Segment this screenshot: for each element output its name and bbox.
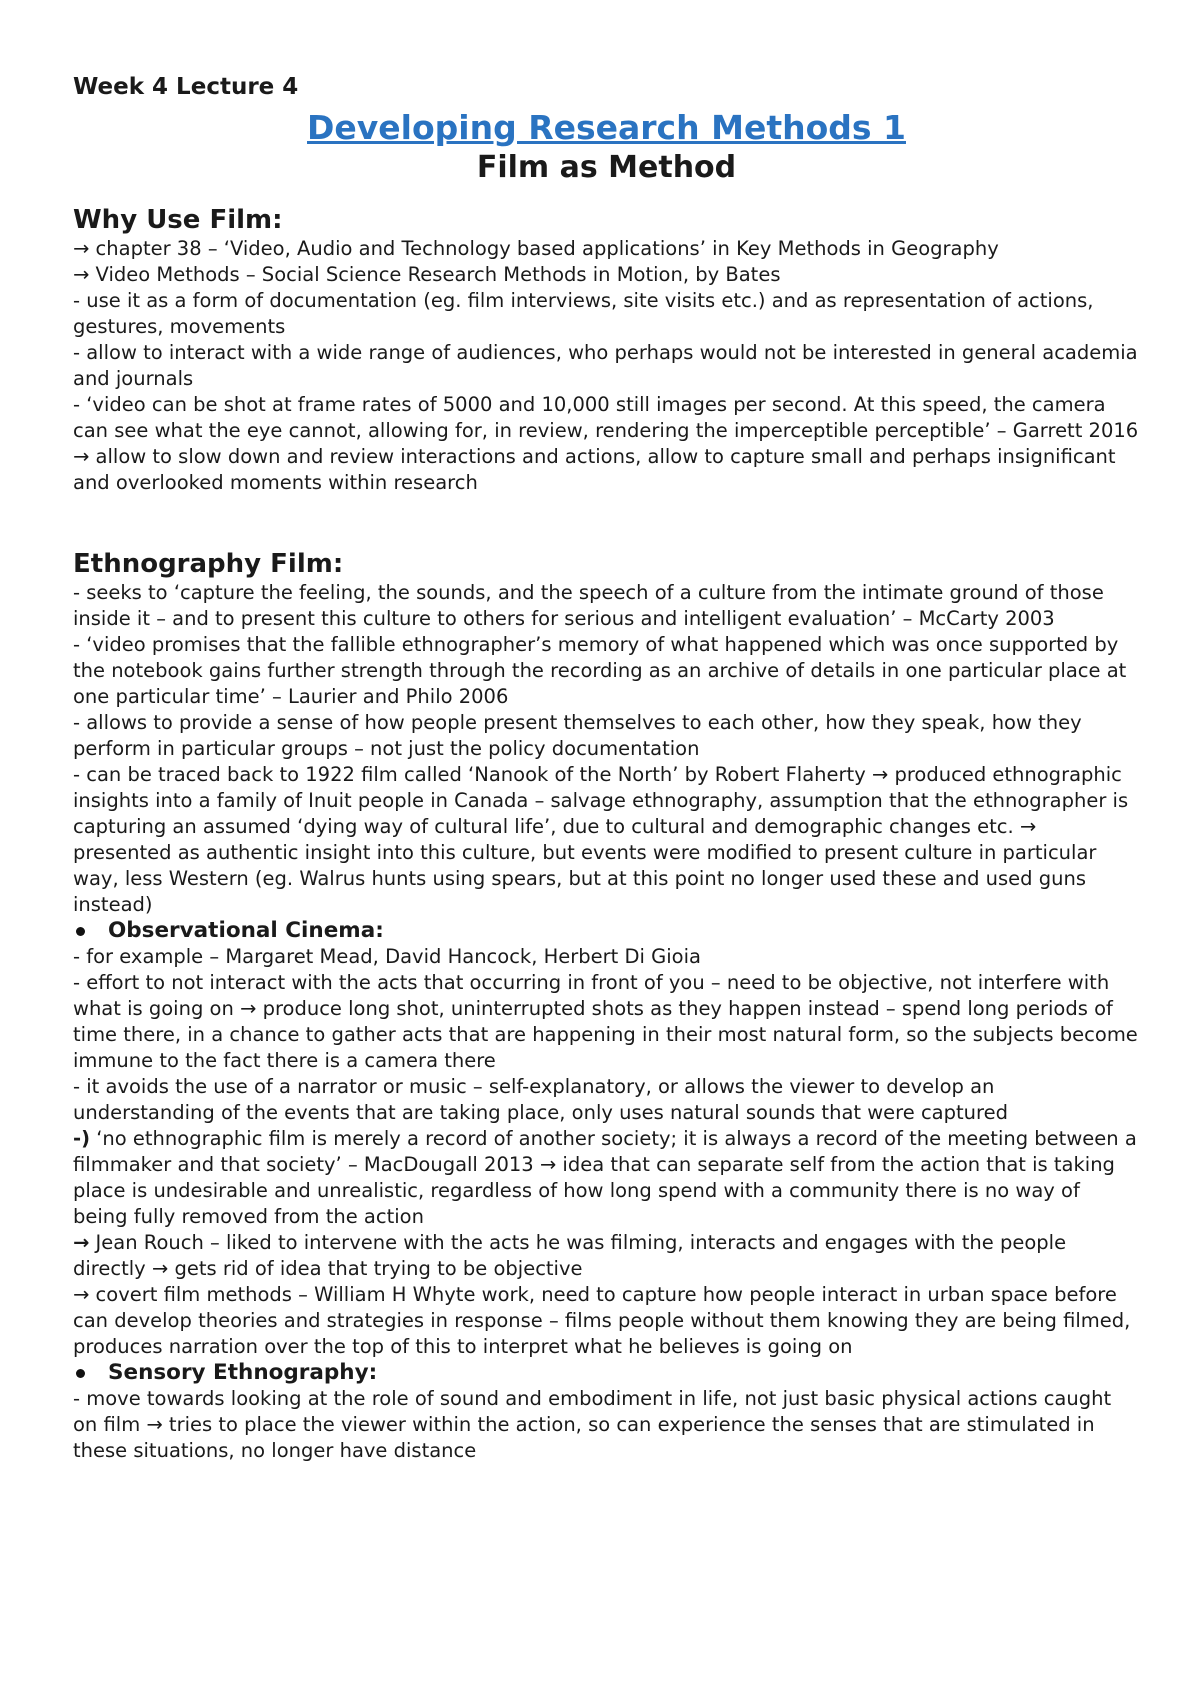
arrow-icon: → — [73, 1231, 90, 1254]
ethnography-film-heading: Ethnography Film: — [73, 549, 344, 579]
rouch-line — [73, 1230, 1140, 1282]
macdougall-line — [73, 1126, 1140, 1230]
why-line: - ‘video can be shot at frame rates of 5000 and 10,000 still images per second. At this speed, the camera can see what the eye cannot, allowing for, in review, rendering the imperceptible perceptible’ – Garrett 2016 → allow to slow down and review interactions and actions, allow to capture small and perhaps insignificant and overlooked moments within research — [73, 393, 1139, 494]
observational-line: - for example – Margaret Mead, David Hancock, Herbert Di Gioia — [73, 945, 701, 968]
why-line: - allow to interact with a wide range of audiences, who perhaps would not be interested in general academia and journals — [73, 341, 1138, 390]
bold-prefix: -) — [73, 1127, 91, 1150]
ethnography-line: - can be traced back to 1922 film called ‘Nanook of the North’ by Robert Flaherty → produced ethnographic insights into a family of Inuit people in Canada – salvage ethnography, assumption that the ethnographer is capturing an assumed ‘dying way of cultural life’, due to cultural and demographic changes etc. → presented as authentic insight into this culture, but events were modified to present culture in particular way, less Western (eg. Walrus hunts using spears, but at this point no longer used these and used guns instead) — [73, 763, 1129, 916]
bullet-icon — [76, 927, 85, 936]
week-label: Week 4 Lecture 4 — [73, 74, 299, 100]
observational-line: - effort to not interact with the acts that occurring in front of you – need to be objective, not interfere with what is going on → produce long shot, uninterrupted shots as they happen instead – spend long periods of time there, in a chance to gather acts that are happening in their most natural form, so the subjects become immune to the fact there is a camera there — [73, 971, 1138, 1072]
why-use-film-heading: Why Use Film: — [73, 205, 283, 235]
sensory-line: - move towards looking at the role of sound and embodiment in life, not just basic physical actions caught on film → tries to place the viewer within the action, so can experience the senses that are stimulated in these situations, no longer have distance — [73, 1387, 1112, 1462]
bullet-icon — [76, 1369, 85, 1378]
observational-line: - it avoids the use of a narrator or music – self-explanatory, or allows the viewer to develop an understanding of the events that are taking place, only uses natural sounds that were captured — [73, 1075, 1008, 1124]
sensory-ethnography-label: Sensory Ethnography: — [108, 1360, 378, 1385]
observational-cinema-heading — [73, 918, 1140, 944]
page-subtitle: Film as Method — [476, 150, 737, 185]
page-title — [73, 108, 1140, 148]
rouch-text: Jean Rouch – liked to intervene with the acts he was filming, interacts and engages with the people directly → gets rid of idea that trying to be objective — [73, 1231, 1067, 1280]
observational-cinema-label: Observational Cinema: — [108, 918, 384, 943]
ethnography-line: - seeks to ‘capture the feeling, the sounds, and the speech of a culture from the intimate ground of those inside it – and to present this culture to others for serious and intelligent evaluation’ – McCarty 2003 — [73, 581, 1104, 630]
ethnography-line: - allows to provide a sense of how people present themselves to each other, how they speak, how they perform in particular groups – not just the policy documentation — [73, 711, 1082, 760]
covert-line: → covert film methods – William H Whyte work, need to capture how people interact in urban space before can develop theories and strategies in response – films people without them knowing they are being filmed, produces narration over the top of this to interpret what he believes is going on — [73, 1283, 1131, 1358]
why-line: → Video Methods – Social Science Research Methods in Motion, by Bates — [73, 263, 781, 286]
ethnography-line: - ‘video promises that the fallible ethnographer’s memory of what happened which was once supported by the notebook gains further strength through the recording as an archive of details in one particular place at one particular time’ – Laurier and Philo 2006 — [73, 633, 1127, 708]
why-line: → chapter 38 – ‘Video, Audio and Technology based applications’ in Key Methods in Geography — [73, 237, 999, 260]
title-link[interactable]: Developing Research Methods 1 — [307, 108, 906, 147]
why-line: - use it as a form of documentation (eg. film interviews, site visits etc.) and as representation of actions, gestures, movements — [73, 289, 1094, 338]
macdougall-text: ‘no ethnographic film is merely a record of another society; it is always a record of the meeting between a filmmaker and that society’ – MacDougall 2013 → idea that can separate self from the action that is taking place is undesirable and unrealistic, regardless of how long spend with a community there is no way of being fully removed from the action — [73, 1127, 1137, 1228]
sensory-ethnography-heading — [73, 1360, 1140, 1386]
